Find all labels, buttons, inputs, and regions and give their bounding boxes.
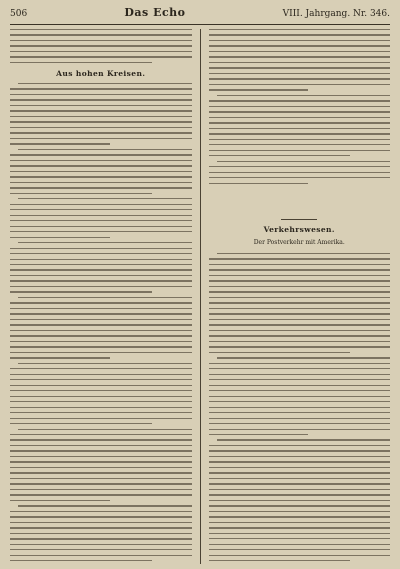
- right-column: [209, 29, 391, 564]
- section-heading: Verkehrswesen.: [263, 225, 335, 234]
- left-column: [10, 29, 192, 564]
- newspaper-title: Das Echo: [124, 6, 186, 19]
- columns: [10, 29, 390, 564]
- body-text-block: [10, 83, 192, 564]
- section-heading: Aus hohen Kreisen.: [56, 69, 146, 78]
- body-text-block: [10, 29, 192, 67]
- section-subheading: Der Postverkehr mit Amerika.: [253, 239, 345, 246]
- page-number: 506: [10, 9, 28, 19]
- page-header: [10, 6, 390, 25]
- column-divider: [200, 29, 201, 564]
- body-text-block: [209, 253, 391, 564]
- body-text-block: [209, 29, 391, 188]
- issue-info: VIII. Jahrgang. Nr. 346.: [282, 9, 390, 19]
- section-rule: [281, 219, 317, 220]
